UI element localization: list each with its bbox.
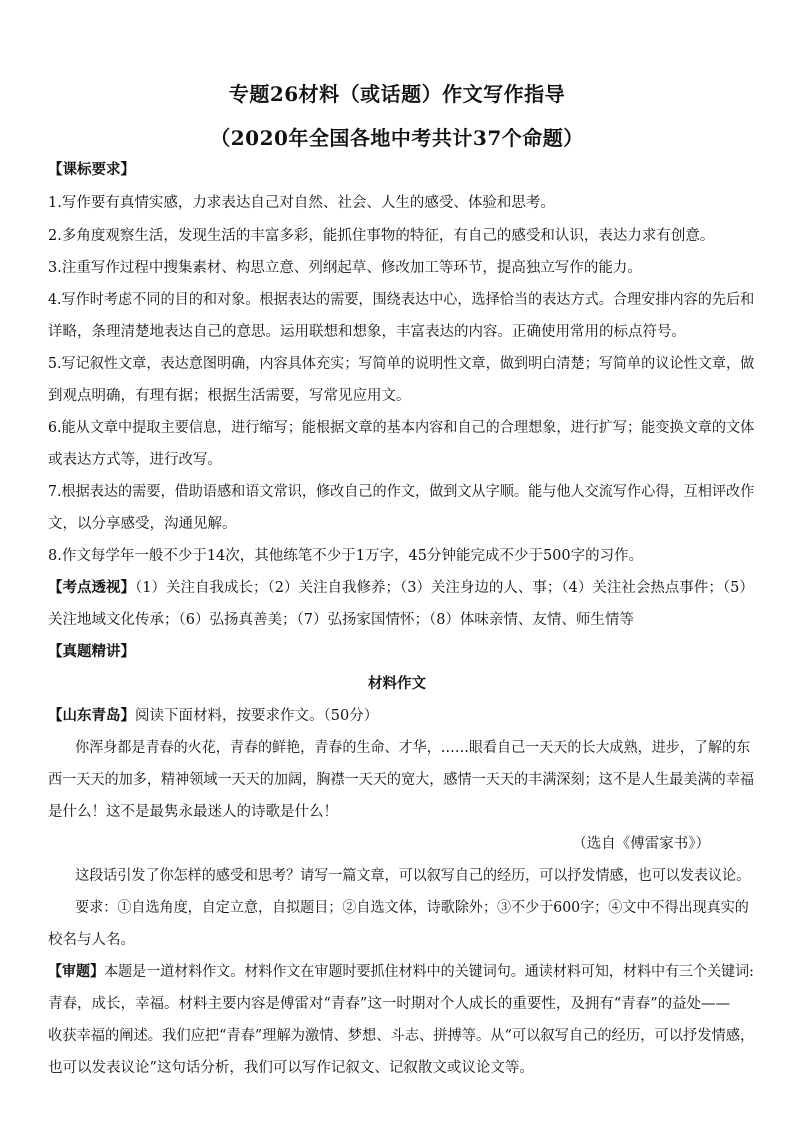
kebiao-line-3: 3.注重写作过程中搜集素材、构思立意、列纲起草、修改加工等环节，提高独立写作的能力。 — [48, 260, 642, 276]
kebiao-line-11: 文，以分享感受，沟通见解。 — [48, 516, 237, 532]
question-line — [48, 706, 748, 726]
section-title: 材料作文 — [368, 675, 426, 692]
kebiao-line-6: 5.写记叙性文章，表达意图明确，内容具体充实；写简单的说明性文章，做到明白清楚；写简单的议论性文章，做 — [48, 356, 755, 372]
kebiao-line-10: 7.根据表达的需要，借助语感和语文常识，修改自己的作文，做到文从字顺。能与他人交流写作心得，互相评改作 — [48, 484, 755, 500]
shenti-line-4: 也可以发表议论”这句话分析，我们可以写作记叙文、记叙散文或议论文等。 — [48, 1060, 534, 1076]
section-label-kebiao: 【课标要求】 — [48, 161, 135, 178]
shenti-line-1 — [48, 962, 754, 982]
prompt-line: 这段话引发了你怎样的感受和思考？请写一篇文章，可以叙写自己的经历，可以抒发情感，也可以发表议论。 — [75, 868, 751, 884]
material-source: （选自《傅雷家书》） — [572, 836, 710, 852]
document-title: 专题26材料（或话题）作文写作指导 — [228, 82, 566, 106]
kaodian-line-1 — [48, 578, 754, 598]
shenti-text-1: 本题是一道材料作文。材料作文在审题时要抓住材料中的关键词句。通读材料可知，材料中有三个关键词: — [104, 964, 754, 980]
kebiao-line-9: 或表达方式等，进行改写。 — [48, 452, 222, 468]
requirements-line-2: 校名与人名。 — [48, 932, 135, 948]
material-line-2: 西一天天的加多，精神领域一天天的加阔，胸襟一天天的宽大，感情一天天的丰满深刻；这不是人生最美满的幸福 — [48, 772, 755, 788]
kaodian-line-2: 关注地域文化传承；（6）弘扬真善美；（7）弘扬家国情怀；（8）体味亲情、友情、师生情等 — [48, 612, 634, 628]
section-label-kaodian: 【考点透视】 — [48, 579, 135, 596]
requirements-line-1: 要求：①自选角度，自定立意，自拟题目；②自选文体，诗歌除外；③不少于600字；④文中不得出现真实的 — [75, 900, 749, 916]
shenti-label: 【审题】 — [48, 963, 105, 980]
kebiao-line-4: 4.写作时考虑不同的目的和对象。根据表达的需要，围绕表达中心，选择恰当的表达方式。合理安排内容的先后和 — [48, 292, 755, 308]
question-text: 阅读下面材料，按要求作文。（50分） — [135, 708, 379, 724]
material-line-1: 你浑身都是青春的火花，青春的鲜艳，青春的生命、才华，……眼看自己一天天的长大成熟，进步，了解的东 — [75, 740, 751, 756]
kebiao-line-12: 8.作文每学年一般不少于14次，其他练笔不少于1万字，45分钟能完成不少于500字的习作。 — [48, 548, 644, 564]
kebiao-line-2: 2.多角度观察生活，发现生活的丰富多彩，能抓住事物的特征，有自己的感受和认识，表达力求有创意。 — [48, 228, 715, 244]
shenti-line-3: 收获幸福的阐述。我们应把“青春”理解为激情、梦想、斗志、拼搏等。从“可以叙写自己的经历，可以抒发情感， — [48, 1028, 755, 1044]
kebiao-line-5: 详略，条理清楚地表达自己的意思。运用联想和想象，丰富表达的内容。正确使用常用的标点符号。 — [48, 324, 686, 340]
shenti-line-2: 青春，成长，幸福。材料主要内容是傅雷对“青春”这一时期对个人成长的重要性，及拥有“青春”的益处—— — [48, 996, 731, 1012]
kebiao-line-7: 到观点明确，有理有据；根据生活需要，写常见应用文。 — [48, 388, 411, 404]
document-subtitle: （2020年全国各地中考共计37个命题） — [210, 126, 584, 150]
question-label: 【山东青岛】 — [48, 707, 135, 724]
section-label-zhenti: 【真题精讲】 — [48, 643, 135, 660]
kebiao-line-8: 6.能从文章中提取主要信息，进行缩写；能根据文章的基本内容和自己的合理想象，进行扩写；能变换文章的文体 — [48, 420, 755, 436]
kebiao-line-1: 1.写作要有真情实感，力求表达自己对自然、社会、人生的感受、体验和思考。 — [48, 195, 555, 211]
material-line-3: 是什么！这不是最隽永最迷人的诗歌是什么！ — [48, 804, 338, 820]
kaodian-text-1: （1）关注自我成长；（2）关注自我修养；（3）关注身边的人、事；（4）关注社会热点事件；（5） — [135, 580, 754, 596]
